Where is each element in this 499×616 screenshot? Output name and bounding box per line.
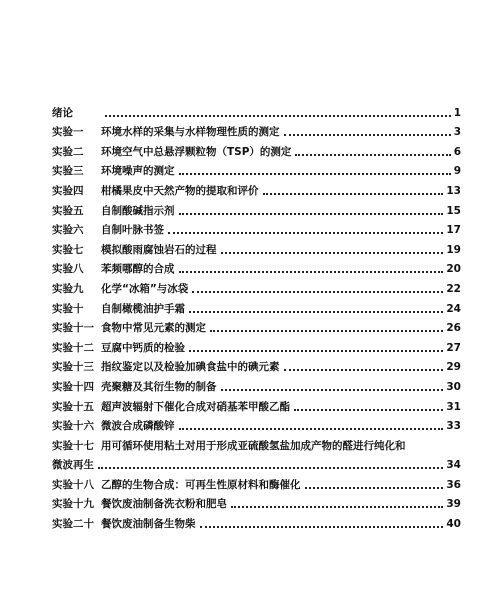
toc-title: 餐饮废油制备生物柴 bbox=[101, 517, 196, 530]
toc-entry-10[interactable] bbox=[52, 296, 461, 316]
toc-entry-intro[interactable] bbox=[52, 100, 461, 120]
toc-page-number: 6 bbox=[453, 145, 461, 158]
dot-leader bbox=[284, 134, 451, 136]
toc-page-number: 17 bbox=[446, 224, 461, 237]
toc-title: 模拟酸雨腐蚀岩石的过程 bbox=[101, 243, 217, 256]
toc-label: 实验十五 bbox=[52, 400, 94, 413]
toc-page-number: 9 bbox=[453, 165, 461, 178]
toc-title: 苯频哪醇的合成 bbox=[101, 263, 175, 276]
toc-label: 实验二 bbox=[52, 145, 84, 158]
toc-page-number: 20 bbox=[446, 263, 461, 276]
dot-leader bbox=[179, 173, 451, 175]
toc-entry-13[interactable] bbox=[52, 355, 461, 375]
toc-page-number: 34 bbox=[446, 459, 461, 472]
toc-page-number: 26 bbox=[446, 322, 461, 335]
toc-label: 实验七 bbox=[52, 243, 84, 256]
toc-label: 实验一 bbox=[52, 126, 84, 139]
dot-leader bbox=[284, 369, 444, 371]
toc-entry-5[interactable] bbox=[52, 198, 461, 218]
toc-page-number: 30 bbox=[446, 380, 461, 393]
dot-leader bbox=[168, 232, 443, 234]
toc-page-number: 13 bbox=[446, 184, 461, 197]
toc-label: 实验五 bbox=[52, 204, 84, 217]
toc-entry-12[interactable] bbox=[52, 335, 461, 355]
toc-entry-16[interactable] bbox=[52, 414, 461, 434]
toc-entry-1[interactable] bbox=[52, 120, 461, 140]
toc-title: 餐饮废油制备洗衣粉和肥皂 bbox=[101, 498, 227, 511]
toc-page-number: 33 bbox=[446, 420, 461, 433]
toc-title: 指纹鉴定以及检验加碘食盐中的碘元素 bbox=[101, 361, 280, 374]
dot-leader bbox=[263, 193, 444, 195]
toc-page-number: 22 bbox=[446, 282, 461, 295]
dot-leader bbox=[192, 291, 443, 293]
toc-page-number: 3 bbox=[453, 126, 461, 139]
toc-entry-8[interactable] bbox=[52, 257, 461, 277]
dot-leader bbox=[98, 467, 443, 469]
toc-label: 实验四 bbox=[52, 184, 84, 197]
toc-page-number: 15 bbox=[446, 204, 461, 217]
toc-title: 超声波辐射下催化合成对硝基苯甲酸乙酯 bbox=[101, 400, 290, 413]
toc-entry-9[interactable] bbox=[52, 276, 461, 296]
toc-entry-6[interactable] bbox=[52, 218, 461, 238]
toc-title: 环境水样的采集与水样物理性质的测定 bbox=[101, 126, 280, 139]
toc-title: 自制酸碱指示剂 bbox=[101, 204, 175, 217]
toc-page-number: 1 bbox=[453, 106, 461, 119]
toc-label: 实验十八 bbox=[52, 478, 94, 491]
toc-label: 实验八 bbox=[52, 263, 84, 276]
dot-leader bbox=[179, 213, 444, 215]
toc-title: 自制橄榄油护手霜 bbox=[101, 302, 185, 315]
toc-label: 实验十二 bbox=[52, 341, 94, 354]
toc-title: 自制叶脉书签 bbox=[101, 224, 164, 237]
dot-leader bbox=[189, 350, 443, 352]
toc-entry-7[interactable] bbox=[52, 237, 461, 257]
dot-leader bbox=[295, 154, 450, 156]
toc-entry-11[interactable] bbox=[52, 316, 461, 336]
toc-title-line2: 微波再生 bbox=[52, 459, 94, 472]
toc-title: 食物中常见元素的测定 bbox=[101, 322, 206, 335]
toc-title: 柑橘果皮中天然产物的提取和评价 bbox=[101, 184, 259, 197]
toc-label: 实验十九 bbox=[52, 498, 94, 511]
dot-leader bbox=[221, 252, 444, 254]
toc-label: 实验三 bbox=[52, 165, 84, 178]
toc-label: 实验九 bbox=[52, 282, 84, 295]
toc-label: 实验十六 bbox=[52, 420, 94, 433]
toc-title: 微波合成磷酸锌 bbox=[101, 420, 175, 433]
toc-page-number: 31 bbox=[446, 400, 461, 413]
toc-title: 环境噪声的测定 bbox=[101, 165, 175, 178]
toc-entry-15[interactable] bbox=[52, 394, 461, 414]
toc-title: 化学“冰箱”与冰袋 bbox=[101, 282, 189, 295]
toc-entry-19[interactable] bbox=[52, 492, 461, 512]
toc-page-number: 19 bbox=[446, 243, 461, 256]
toc-label: 实验十四 bbox=[52, 380, 94, 393]
dot-leader bbox=[294, 409, 443, 411]
dot-leader bbox=[105, 115, 451, 117]
toc-title: 豆腐中钙质的检验 bbox=[101, 341, 185, 354]
toc-entry-17[interactable] bbox=[52, 433, 461, 472]
toc-entry-2[interactable] bbox=[52, 139, 461, 159]
dot-leader bbox=[221, 389, 444, 391]
dot-leader bbox=[305, 487, 444, 489]
toc-entry-20[interactable] bbox=[52, 511, 461, 531]
toc-page-number: 24 bbox=[446, 302, 461, 315]
toc-page-number: 39 bbox=[446, 498, 461, 511]
toc-entry-18[interactable] bbox=[52, 472, 461, 492]
toc-page-number: 29 bbox=[446, 361, 461, 374]
dot-leader bbox=[200, 526, 444, 528]
toc-label: 实验十 bbox=[52, 302, 84, 315]
toc-label: 实验十七 bbox=[52, 439, 94, 452]
dot-leader bbox=[189, 311, 443, 313]
toc-title-line1: 用可循环使用粘土对用于形成亚硫酸氢盐加成产物的醛进行纯化和 bbox=[101, 439, 406, 452]
dot-leader bbox=[179, 271, 444, 273]
table-of-contents bbox=[52, 100, 461, 531]
toc-entry-14[interactable] bbox=[52, 374, 461, 394]
toc-label: 实验十三 bbox=[52, 361, 94, 374]
toc-title: 环境空气中总悬浮颗粒物（TSP）的测定 bbox=[101, 145, 292, 158]
dot-leader bbox=[210, 330, 443, 332]
dot-leader bbox=[231, 506, 443, 508]
toc-label: 绪论 bbox=[52, 106, 73, 119]
toc-title: 乙醇的生物合成：可再生性原材料和酶催化 bbox=[101, 478, 301, 491]
toc-page-number: 36 bbox=[446, 478, 461, 491]
toc-entry-4[interactable] bbox=[52, 178, 461, 198]
toc-label: 实验六 bbox=[52, 224, 84, 237]
toc-page-number: 40 bbox=[446, 517, 461, 530]
toc-entry-3[interactable] bbox=[52, 159, 461, 179]
dot-leader bbox=[179, 428, 444, 430]
toc-label: 实验二十 bbox=[52, 517, 94, 530]
toc-title: 壳聚糖及其衍生物的制备 bbox=[101, 380, 217, 393]
toc-page-number: 27 bbox=[446, 341, 461, 354]
toc-label: 实验十一 bbox=[52, 322, 94, 335]
